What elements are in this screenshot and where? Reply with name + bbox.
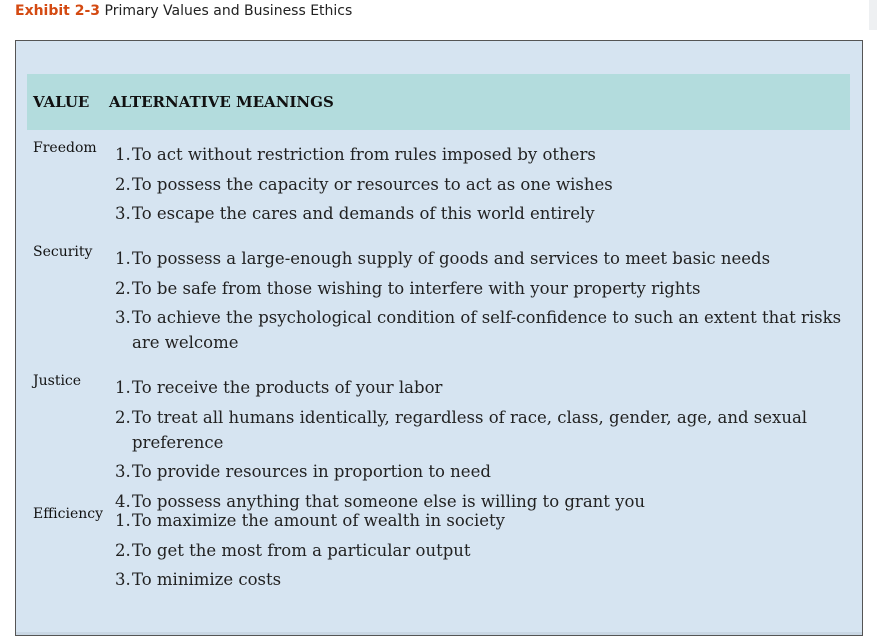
meanings-list-justice: [115, 375, 855, 518]
exhibit-label: Exhibit 2-3: [15, 3, 101, 19]
meanings-list-freedom: [115, 142, 855, 231]
scrollbar-edge: [869, 0, 877, 30]
list-item: 2. To be safe from those wishing to interfere with your property rights: [115, 278, 701, 298]
list-item: 4. To possess anything that someone else is willing to grant you: [115, 491, 646, 511]
value-label-freedom: Freedom: [33, 140, 97, 156]
list-item: 2. To treat all humans identically, regardless of race, class, gender, age, and sexual preference: [115, 407, 808, 452]
list-item: 1. To possess a large-enough supply of goods and services to meet basic needs: [115, 249, 771, 268]
list-item: 1. To act without restriction from rules imposed by others: [115, 145, 596, 164]
list-item: 2. To get the most from a particular output: [115, 540, 471, 560]
list-item: 3. To provide resources in proportion to need: [115, 462, 491, 481]
value-label-justice: Justice: [33, 373, 82, 389]
exhibit-title: Primary Values and Business Ethics: [104, 3, 353, 19]
table-bottom-band: [16, 632, 862, 635]
exhibit-caption: [15, 3, 352, 19]
list-item: 3. To escape the cares and demands of this world entirely: [115, 204, 595, 223]
list-item: 3. To minimize costs: [115, 570, 282, 589]
list-item: 2. To possess the capacity or resources to act as one wishes: [115, 174, 613, 194]
value-label-security: Security: [33, 244, 93, 260]
list-item: 1. To receive the products of your labor: [115, 378, 443, 397]
list-item: 1. To maximize the amount of wealth in society: [115, 511, 505, 530]
header-value: VALUE: [33, 93, 90, 111]
exhibit-table: [15, 40, 863, 636]
meanings-list-efficiency: [115, 508, 855, 597]
value-label-efficiency: Efficiency: [33, 506, 104, 522]
meanings-list-security: [115, 246, 855, 360]
table-header: [27, 74, 850, 130]
header-alternative-meanings: ALTERNATIVE MEANINGS: [109, 93, 334, 111]
list-item: 3. To achieve the psychological condition of self-confidence to such an extent that risks are welcome: [115, 308, 842, 352]
